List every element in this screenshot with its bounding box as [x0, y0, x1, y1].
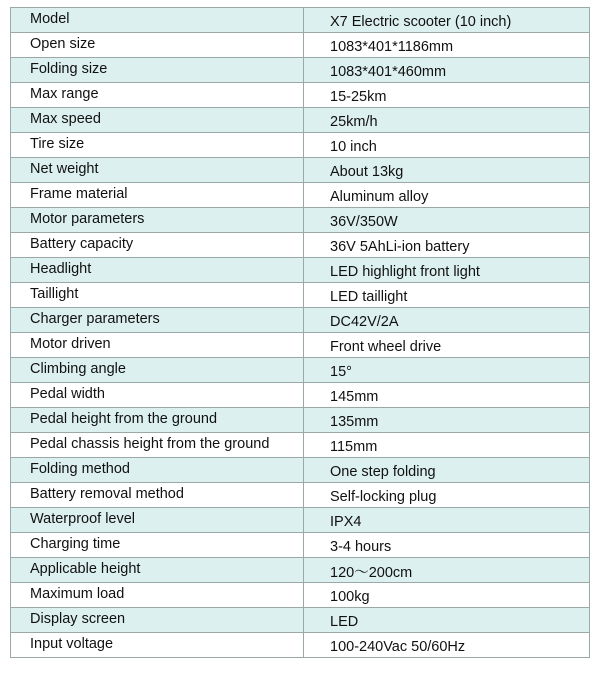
spec-row — [11, 533, 590, 558]
spec-label: Pedal height from the ground — [11, 408, 304, 433]
spec-value: Self-locking plug — [304, 483, 590, 508]
spec-row — [11, 433, 590, 458]
spec-row — [11, 133, 590, 158]
spec-label: Max speed — [11, 108, 304, 133]
spec-value: 36V 5AhLi-ion battery — [304, 233, 590, 258]
spec-value: X7 Electric scooter (10 inch) — [304, 8, 590, 33]
spec-row — [11, 8, 590, 33]
spec-row — [11, 558, 590, 583]
spec-row — [11, 233, 590, 258]
spec-label: Folding method — [11, 458, 304, 483]
spec-value: 100-240Vac 50/60Hz — [304, 633, 590, 658]
spec-label: Battery capacity — [11, 233, 304, 258]
spec-label: Input voltage — [11, 633, 304, 658]
spec-value: Front wheel drive — [304, 333, 590, 358]
spec-row — [11, 508, 590, 533]
spec-row — [11, 608, 590, 633]
spec-row — [11, 83, 590, 108]
spec-label: Taillight — [11, 283, 304, 308]
spec-row — [11, 108, 590, 133]
spec-label: Headlight — [11, 258, 304, 283]
spec-row — [11, 258, 590, 283]
spec-label: Charger parameters — [11, 308, 304, 333]
spec-value: 15-25km — [304, 83, 590, 108]
spec-label: Battery removal method — [11, 483, 304, 508]
spec-row — [11, 458, 590, 483]
spec-value: 25km/h — [304, 108, 590, 133]
spec-row — [11, 408, 590, 433]
spec-label: Frame material — [11, 183, 304, 208]
spec-value: 1083*401*1186mm — [304, 33, 590, 58]
spec-value: 135mm — [304, 408, 590, 433]
spec-row — [11, 633, 590, 658]
spec-value: 1083*401*460mm — [304, 58, 590, 83]
spec-label: Applicable height — [11, 558, 304, 583]
spec-label: Pedal width — [11, 383, 304, 408]
spec-value: 10 inch — [304, 133, 590, 158]
spec-value: 100kg — [304, 583, 590, 608]
spec-value: IPX4 — [304, 508, 590, 533]
spec-row — [11, 33, 590, 58]
spec-label: Climbing angle — [11, 358, 304, 383]
spec-value: 120～200cm — [304, 558, 590, 583]
spec-value: LED — [304, 608, 590, 633]
spec-row — [11, 158, 590, 183]
spec-label: Folding size — [11, 58, 304, 83]
spec-label: Net weight — [11, 158, 304, 183]
spec-row — [11, 183, 590, 208]
spec-row — [11, 208, 590, 233]
spec-row — [11, 283, 590, 308]
spec-value: 15° — [304, 358, 590, 383]
spec-table-body — [11, 8, 590, 658]
spec-row — [11, 483, 590, 508]
spec-value: LED highlight front light — [304, 258, 590, 283]
spec-label: Display screen — [11, 608, 304, 633]
spec-label: Motor parameters — [11, 208, 304, 233]
spec-value: One step folding — [304, 458, 590, 483]
spec-row — [11, 58, 590, 83]
spec-label: Model — [11, 8, 304, 33]
spec-label: Tire size — [11, 133, 304, 158]
spec-value: 3-4 hours — [304, 533, 590, 558]
spec-table — [10, 7, 590, 658]
spec-label: Open size — [11, 33, 304, 58]
spec-value: 115mm — [304, 433, 590, 458]
spec-label: Charging time — [11, 533, 304, 558]
spec-label: Pedal chassis height from the ground — [11, 433, 304, 458]
spec-row — [11, 333, 590, 358]
spec-row — [11, 583, 590, 608]
spec-value: DC42V/2A — [304, 308, 590, 333]
spec-label: Maximum load — [11, 583, 304, 608]
spec-label: Max range — [11, 83, 304, 108]
spec-row — [11, 383, 590, 408]
spec-value: 145mm — [304, 383, 590, 408]
spec-row — [11, 308, 590, 333]
spec-value: 36V/350W — [304, 208, 590, 233]
spec-value: Aluminum alloy — [304, 183, 590, 208]
spec-label: Waterproof level — [11, 508, 304, 533]
spec-value: About 13kg — [304, 158, 590, 183]
spec-value: LED taillight — [304, 283, 590, 308]
spec-row — [11, 358, 590, 383]
spec-label: Motor driven — [11, 333, 304, 358]
